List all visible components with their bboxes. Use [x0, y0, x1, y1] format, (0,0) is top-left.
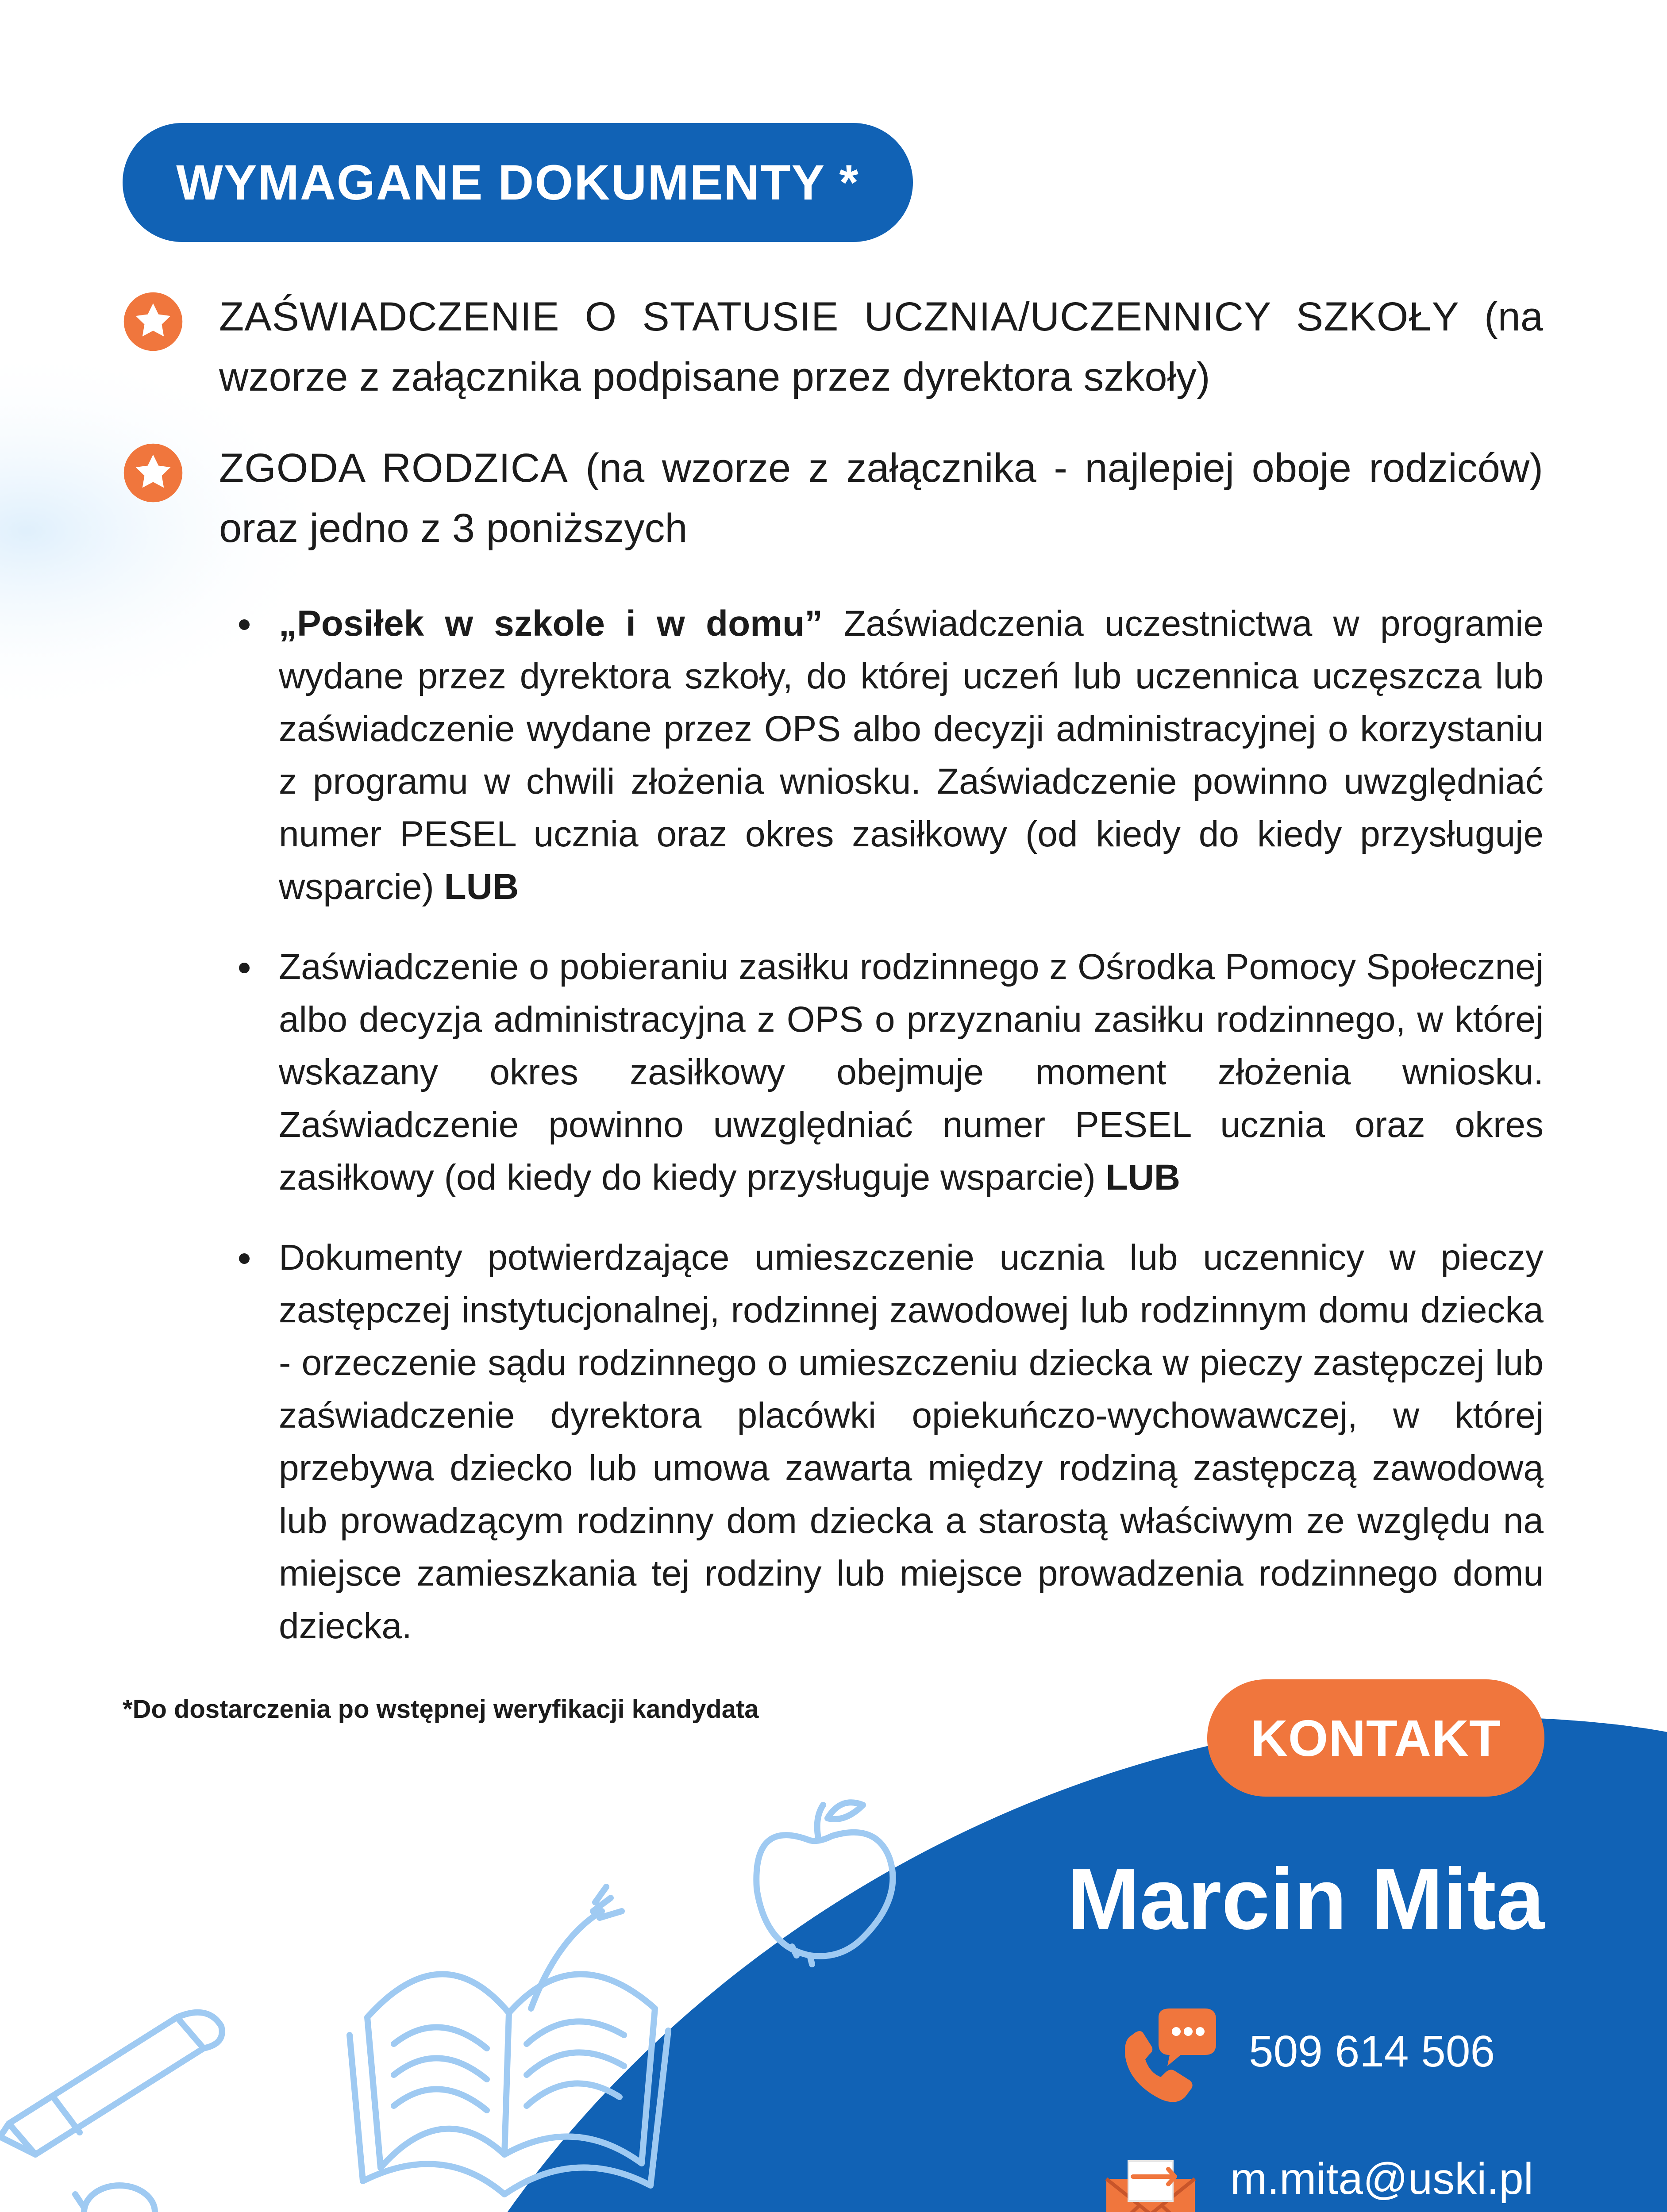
- contact-phone[interactable]: 509 614 506: [1249, 2027, 1495, 2076]
- requirement-item: [123, 438, 1543, 558]
- requirement-text: [219, 438, 1543, 558]
- requirement-details: (na wzorze z załącznika - najlepiej oboje rodziców) oraz jedno z 3 poniższych: [219, 445, 1543, 551]
- contact-badge-label: KONTAKT: [1251, 1709, 1501, 1767]
- requirement-text: [219, 287, 1543, 407]
- requirement-caps: ZAŚWIADCZENIE O STATUSIE UCZNIA/UCZENNICY SZKOŁY: [219, 294, 1459, 339]
- or-label: LUB: [1105, 1157, 1181, 1198]
- list-item: [230, 941, 1544, 1204]
- footnote: *Do dostarczenia po wstępnej weryfikacji kandydata: [123, 1695, 759, 1724]
- star-badge-icon: [123, 291, 184, 352]
- program-name: „Posiłek w szkole i w domu”: [279, 603, 823, 644]
- list-item: [230, 1231, 1544, 1652]
- item-text: Zaświadczenie o pobieraniu zasiłku rodzinnego z Ośrodka Pomocy Społecznej albo decyzja administracyjna z OPS o przyznaniu zasiłku rodzinnego, w której wskazany okres zasiłkowy obejmuje moment złożenia wniosku. Zaświadczenie powinno uwzględniać numer PESEL ucznia oraz okres zasiłkowy (od kiedy do kiedy przysługuje wsparcie): [279, 947, 1544, 1198]
- star-badge-icon: [123, 442, 184, 503]
- phone-chat-icon: [1119, 2008, 1216, 2106]
- or-label: LUB: [444, 867, 519, 907]
- contact-name: Marcin Mita: [1067, 1851, 1544, 1947]
- contact-email[interactable]: m.mita@uski.pl: [1230, 2154, 1533, 2204]
- requirement-caps: ZGODA RODZICA: [219, 445, 568, 491]
- envelope-icon: [1102, 2152, 1199, 2212]
- contact-badge: [1207, 1679, 1544, 1797]
- item-text: Zaświadczenia uczestnictwa w programie wydane przez dyrektora szkoły, do której uczeń lub uczennica uczęszcza lub zaświadczenie wydane przez OPS albo decyzji administracyjnej o korzystaniu z programu w chwili złożenia wniosku. Zaświadczenie powinno uwzględniać numer PESEL ucznia oraz okres zasiłkowy (od kiedy do kiedy przysługuje wsparcie): [279, 603, 1544, 907]
- glasses-doodle: [75, 2185, 345, 2212]
- requirement-item: [123, 287, 1543, 407]
- list-item: [230, 597, 1544, 913]
- section-title-badge: [123, 123, 913, 242]
- section-title: WYMAGANE DOKUMENTY *: [176, 155, 859, 210]
- requirement-details: (na wzorze z załącznika podpisane przez dyrektora szkoły): [219, 294, 1543, 399]
- item-text: Dokumenty potwierdzające umieszczenie ucznia lub uczennicy w pieczy zastępczej instytucjonalnej, rodzinnej zawodowej lub rodzinnym domu dziecka - orzeczenie sądu rodzinnego o umieszczeniu dziecka w pieczy zastępczej lub zaświadczenie dyrektora placówki opiekuńczo-wychowawczej, w której przebywa dziecko lub umowa zawarta między rodziną zastępczą zawodową lub prowadzącym rodzinny dom dziecka a starostą właściwym ze względu na miejsce zamieszkania tej rodziny lub miejsce prowadzenia rodzinnego domu dziecka.: [279, 1237, 1544, 1646]
- document-options-list: [230, 597, 1544, 1652]
- book-doodle: [350, 1887, 668, 2194]
- pencil-doodle: [0, 2012, 222, 2154]
